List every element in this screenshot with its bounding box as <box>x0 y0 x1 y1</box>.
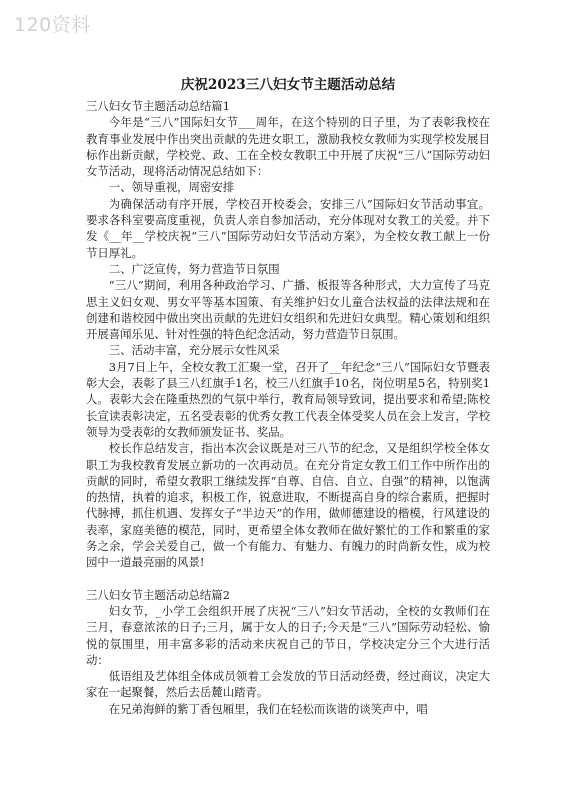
paragraph: 今年是“三八”国际妇女节___周年，在这个特别的日子里，为了表彰我校在教育事业发展中作出突出贡献的先进女职工，激励我校女教师为实现学校发展目标作出新贡献，学校党、政、工在全校女教职工中开展了庆祝“三八”国际劳动妇女节活动，现将活动情况总结如下： <box>86 115 490 179</box>
paragraph: 为确保活动有序开展，学校召开校委会，安排三八”国际妇女节活动事宜。要求各科室要高度重视，负责人亲自参加活动，充分体现对女教工的关爱。并下发《__年__学校庆祝“三八”国际劳动妇女节活动方案》，为全校女教工献上一份节日厚礼。 <box>86 196 490 260</box>
paragraph: 校长作总结发言，指出本次会议既是对三八节的纪念，又是组织学校全体女职工为我校教育发展立新功的一次再动员。在充分肯定女教工们工作中所作出的贡献的同时，希望女教职工继续发挥“自尊、自信、自立、自强”的精神，以饱满的热情，执着的追求，积极工作，锐意进取，不断提高自身的综合素质，把握时代脉搏，抓住机遇、发挥女子“半边天”的作用，做师德建设的楷模，行风建设的表率，家庭美德的模范，同时，更希望全体女教师在做好繁忙的工作和繁重的家务之余，学会关爱自己，做一个有能力、有魅力、有魄力的时尚新女性，成为校园中一道最亮丽的风景! <box>86 441 490 570</box>
document-title: 庆祝2023三八妇女节主题活动总结 <box>180 77 396 93</box>
paragraph: 妇女节，_小学工会组织开展了庆祝“三八”妇女节活动，全校的女教师们在三月，春意浓浓的日子;三月，属于女人的日子;今天是“三八”国际劳动轻松、愉悦的氛围里，用丰富多彩的活动来庆祝自己的节日，学校决定分三个大进行活动： <box>86 603 490 667</box>
section-heading-2: 三八妇女节主题活动总结篇2 <box>86 587 230 602</box>
subheading: 三、活动丰富，充分展示女性风采 <box>108 343 280 358</box>
paragraph: 低语组及艺体组全体成员领着工会发放的节日活动经费，经过商议，决定大家在一起聚餐，然后去岳麓山踏青。 <box>86 669 490 700</box>
section-heading-1: 三八妇女节主题活动总结篇1 <box>86 99 230 113</box>
watermark-logo-text: 120资料 <box>14 14 91 36</box>
section-spacer <box>86 571 490 587</box>
paragraph: 在兄弟海鲜的紫丁香包厢里，我们在轻松而诙谐的谈笑声中，唱 <box>108 701 428 716</box>
paragraph: “三八”期间，利用各种政治学习、广播、板报等各种形式，大力宣传了马克思主义妇女观、男女平等基本国策、有关维护妇女儿童合法权益的法律法规和在创建和谐校园中做出突出贡献的先进妇女组织和先进妇女典型。精心策划和组织开展喜闻乐见、针对性强的特色纪念活动，努力营造节日氛围。 <box>86 278 490 342</box>
document-page <box>86 76 490 717</box>
subheading: 一、领导重视，周密安排 <box>108 180 235 195</box>
subheading: 二、广泛宣传，努力营造节日氛围 <box>108 261 280 276</box>
paragraph: 3月7日上午，全校女教工汇聚一堂，召开了__年纪念“三八”国际妇女节暨表彰大会，表彰了县三八红旗手1名，校三八红旗手10名，岗位明星5名，特别奖1人。表彰大会在隆重热烈的气氛中举行，教育局领导致词，提出要求和希望;陈校长宣读表彰决定，五名受表彰的优秀女教工代表全体受奖人员在会上发言，学校领导为受表彰的女教师颁发证书、奖品。 <box>86 359 490 439</box>
